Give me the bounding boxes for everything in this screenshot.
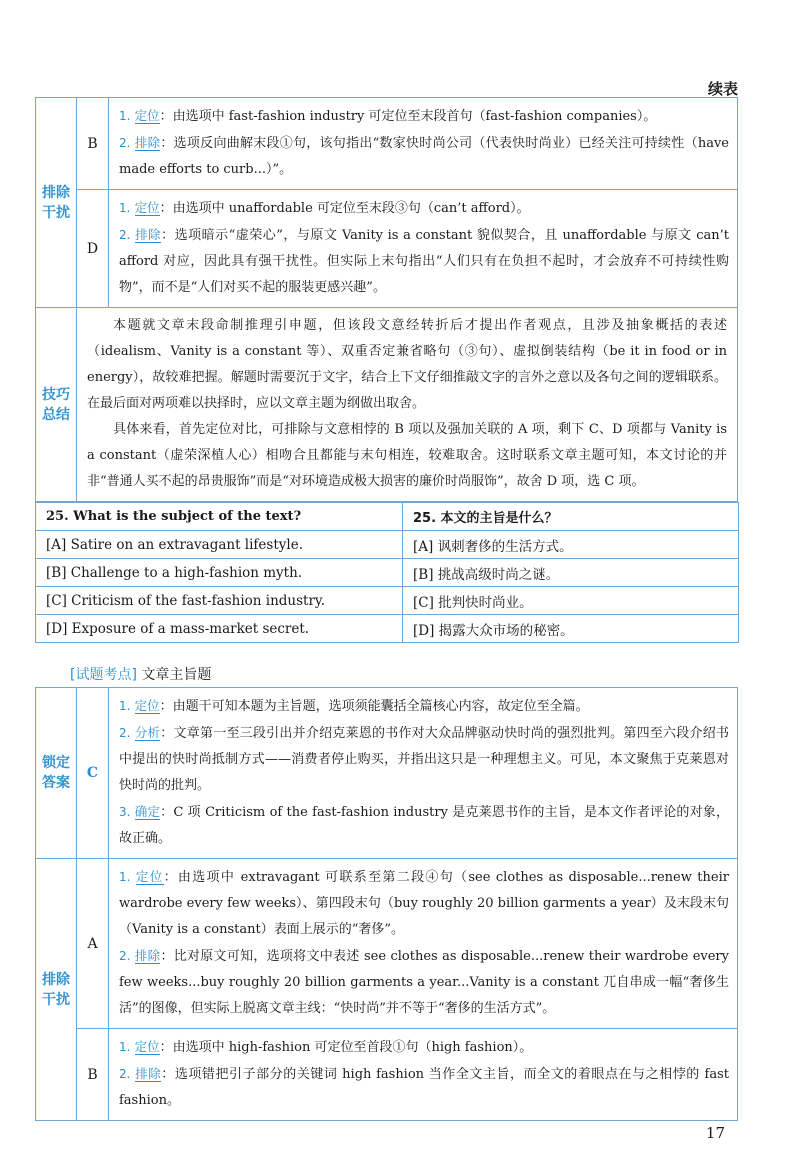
option-analysis <box>109 190 738 308</box>
option-analysis <box>109 859 738 1029</box>
summary-paragraph: 本题就文章末段命制推理引申题，但该段文意经转折后才提出作者观点，且涉及抽象概括的表述（idealism、Vanity is a constant 等）、双重否定兼省略句（③句）、虚拟倒装结构（be it in food or in energy），故较难把握。解题时需要沉于文字，结合上下文仔细推敲文字的言外之意以及各句之间的逻辑联系。在最后面对两项难以抉择时，应以文章主题为纲做出取舍。 <box>87 318 727 411</box>
analysis-item: 2. 排除：选项暗示“虚荣心”，与原文 Vanity is a constant 貌似契合，且 unaffordable 与原文 can’t afford 对应，因此具有强干扰性。但实际上末句指出“人们只有在负担不起时，才会放弃不可持续性购物”，而不是“人们对买不起的服装更感兴趣”。 <box>119 227 729 295</box>
analysis-item: 2. 排除：选项错把引子部分的关键词 high fashion 当作全文主旨，而全文的着眼点在与之相悖的 fast fashion。 <box>119 1066 729 1108</box>
summary-paragraph: 具体来看，首先定位对比，可排除与文意相悖的 B 项以及强加关联的 A 项，剩下 C、D 项都与 Vanity is a constant（虚荣深植人心）相吻合且都能与末句相连，较难取舍。这时联系文章主题可知，本文讨论的并非“普通人买不起的昂贵服饰”而是“对环境造成极大损害的廉价时尚服饰”，故舍 D 项，选 C 项。 <box>87 422 727 489</box>
question-25-table <box>35 502 739 643</box>
option-chinese: [C] 批判快时尚业。 <box>403 587 739 615</box>
page-number: 17 <box>705 1124 725 1142</box>
summary-label: 技巧 总结 <box>36 308 77 502</box>
option-analysis <box>109 1029 738 1121</box>
option-letter: D <box>77 190 109 308</box>
option-english: [C] Criticism of the fast-fashion industry. <box>36 587 403 615</box>
option-letter: B <box>77 1029 109 1121</box>
option-english: [D] Exposure of a mass-market secret. <box>36 615 403 643</box>
analysis-item: 1. 定位：由题干可知本题为主旨题，选项须能囊括全篇核心内容，故定位至全篇。 <box>119 698 589 714</box>
section-title <box>70 664 211 684</box>
option-chinese: [B] 挑战高级时尚之谜。 <box>403 559 739 587</box>
question-chinese: 25. 本文的主旨是什么？ <box>403 503 739 531</box>
analysis-item: 3. 确定：C 项 Criticism of the fast-fashion industry 是克莱恩书作的主旨，是本文作者评论的对象，故正确。 <box>119 804 729 846</box>
option-chinese: [D] 揭露大众市场的秘密。 <box>403 615 739 643</box>
analysis-item: 1. 定位：由选项中 fast-fashion industry 可定位至末段首句（fast-fashion companies）。 <box>119 108 657 124</box>
analysis-item: 2. 分析：文章第一至三段引出并介绍克莱恩的书作对大众品牌驱动快时尚的强烈批判。第四至六段介绍书中提出的快时尚抵制方式——消费者停止购买，并指出这只是一种理想主义。可见，本文聚焦于克莱恩对快时尚的批判。 <box>119 725 729 793</box>
technique-summary <box>77 308 738 502</box>
analysis-item: 1. 定位：由选项中 high-fashion 可定位至首段①句（high fashion）。 <box>119 1039 533 1055</box>
option-letter: B <box>77 98 109 190</box>
option-analysis <box>109 98 738 190</box>
option-english: [B] Challenge to a high-fashion myth. <box>36 559 403 587</box>
interference-label: 排除 干扰 <box>36 98 77 308</box>
continued-label: 续表 <box>707 80 738 98</box>
option-letter: A <box>77 859 109 1029</box>
question-english: 25. What is the subject of the text? <box>36 503 403 531</box>
option-english: [A] Satire on an extravagant lifestyle. <box>36 531 403 559</box>
analysis-table-q24 <box>35 97 738 502</box>
answer-label: 锁定 答案 <box>36 688 77 859</box>
analysis-item: 2. 排除：比对原文可知，选项将文中表述 see clothes as disposable...renew their wardrobe every few weeks...buy roughly 20 billion garments a year...Vanity is a constant 兀自串成一幅“奢侈生活”的图像，但实际上脱离文章主线：“快时尚”并不等于“奢侈的生活方式”。 <box>119 948 729 1016</box>
analysis-item: 1. 定位：由选项中 extravagant 可联系至第二段④句（see clothes as disposable...renew their wardrobe every few weeks）、第四段末句（buy roughly 20 billion garments a year）及末段末句（Vanity is a constant）表面上展示的“奢侈”。 <box>119 869 729 937</box>
analysis-item: 2. 排除：选项反向曲解末段①句，该句指出“数家快时尚公司（代表快时尚业）已经关注可持续性（have made efforts to curb...）”。 <box>119 135 729 177</box>
option-chinese: [A] 讽刺奢侈的生活方式。 <box>403 531 739 559</box>
section-bracket-label: [试题考点] <box>70 667 137 683</box>
section-heading: 文章主旨题 <box>141 667 212 683</box>
analysis-item: 1. 定位：由选项中 unaffordable 可定位至末段③句（can’t afford）。 <box>119 200 530 216</box>
analysis-table-q25 <box>35 687 738 1121</box>
interference-label: 排除 干扰 <box>36 859 77 1121</box>
answer-analysis <box>109 688 738 859</box>
answer-option: C <box>77 688 109 859</box>
